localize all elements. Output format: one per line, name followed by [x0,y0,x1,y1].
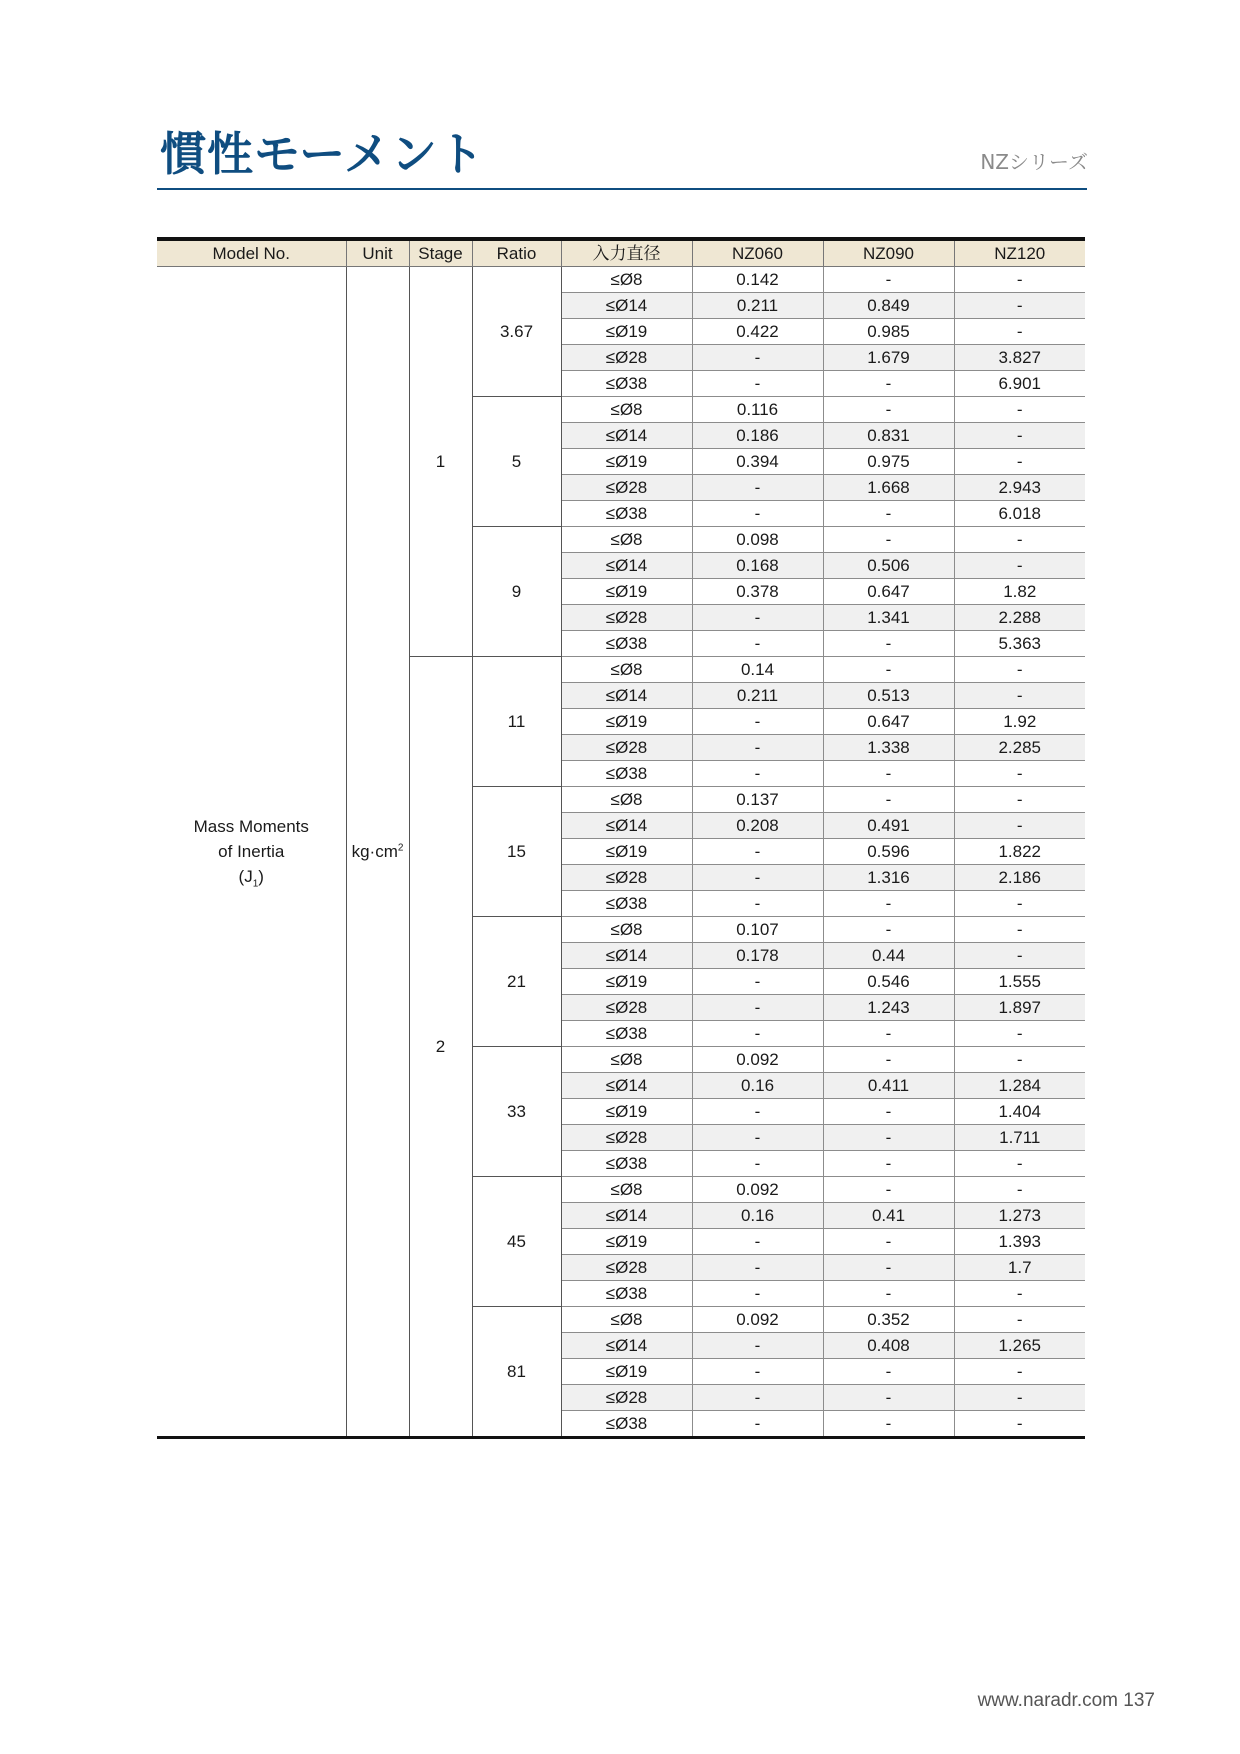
value-cell: - [692,1099,823,1125]
diameter-cell: ≤Ø14 [561,553,692,579]
value-cell: 2.943 [954,475,1085,501]
value-cell: 0.178 [692,943,823,969]
value-cell: 0.378 [692,579,823,605]
diameter-cell: ≤Ø8 [561,527,692,553]
value-cell: 0.849 [823,293,954,319]
page-number: 137 [1123,1690,1155,1711]
value-cell: 1.711 [954,1125,1085,1151]
value-cell: - [692,345,823,371]
value-cell: 1.404 [954,1099,1085,1125]
value-cell: - [954,813,1085,839]
value-cell: - [692,1125,823,1151]
value-cell: - [823,1281,954,1307]
diameter-cell: ≤Ø8 [561,1047,692,1073]
ratio-cell: 3.67 [472,267,561,397]
value-cell: - [823,787,954,813]
column-header: Stage [409,239,472,267]
value-cell: - [823,267,954,293]
diameter-cell: ≤Ø19 [561,709,692,735]
value-cell: 0.107 [692,917,823,943]
value-cell: 1.668 [823,475,954,501]
ratio-cell: 9 [472,527,561,657]
value-cell: - [692,501,823,527]
table-row [157,267,1085,293]
diameter-cell: ≤Ø14 [561,1073,692,1099]
value-cell: - [954,1359,1085,1385]
ratio-cell: 11 [472,657,561,787]
diameter-cell: ≤Ø38 [561,761,692,787]
value-cell: - [954,1177,1085,1203]
value-cell: 1.273 [954,1203,1085,1229]
value-cell: 0.14 [692,657,823,683]
value-cell: 0.408 [823,1333,954,1359]
value-cell: 0.16 [692,1073,823,1099]
value-cell: 0.647 [823,709,954,735]
title-divider [157,188,1087,190]
ratio-cell: 15 [472,787,561,917]
diameter-cell: ≤Ø8 [561,1177,692,1203]
diameter-cell: ≤Ø8 [561,787,692,813]
value-cell: 0.116 [692,397,823,423]
ratio-cell: 5 [472,397,561,527]
value-cell: - [823,891,954,917]
diameter-cell: ≤Ø38 [561,1411,692,1438]
value-cell: 1.341 [823,605,954,631]
diameter-cell: ≤Ø8 [561,267,692,293]
value-cell: - [823,1255,954,1281]
value-cell: - [692,709,823,735]
value-cell: 0.411 [823,1073,954,1099]
value-cell: 0.186 [692,423,823,449]
value-cell: - [954,787,1085,813]
diameter-cell: ≤Ø8 [561,397,692,423]
value-cell: 0.546 [823,969,954,995]
value-cell: - [692,865,823,891]
diameter-cell: ≤Ø19 [561,1099,692,1125]
value-cell: - [823,527,954,553]
value-cell: 0.41 [823,1203,954,1229]
value-cell: - [692,1255,823,1281]
value-cell: - [823,1229,954,1255]
stage-cell: 1 [409,267,472,657]
value-cell: - [823,1047,954,1073]
value-cell: 2.285 [954,735,1085,761]
value-cell: - [954,423,1085,449]
value-cell: - [692,995,823,1021]
diameter-cell: ≤Ø38 [561,501,692,527]
value-cell: 1.897 [954,995,1085,1021]
value-cell: 0.596 [823,839,954,865]
value-cell: - [692,1333,823,1359]
value-cell: - [692,1281,823,1307]
diameter-cell: ≤Ø28 [561,865,692,891]
diameter-cell: ≤Ø38 [561,371,692,397]
column-header: Ratio [472,239,561,267]
value-cell: 0.513 [823,683,954,709]
value-cell: - [954,943,1085,969]
value-cell: 1.284 [954,1073,1085,1099]
value-cell: - [823,397,954,423]
value-cell: 1.316 [823,865,954,891]
diameter-cell: ≤Ø19 [561,839,692,865]
value-cell: - [954,527,1085,553]
value-cell: 2.288 [954,605,1085,631]
value-cell: 0.092 [692,1177,823,1203]
value-cell: - [954,1021,1085,1047]
unit-cell: $kg\cdot cm^2$ [346,267,409,1438]
value-cell: - [692,1359,823,1385]
diameter-cell: ≤Ø28 [561,345,692,371]
value-cell: 3.827 [954,345,1085,371]
value-cell: - [954,1411,1085,1438]
value-cell: - [823,1125,954,1151]
value-cell: - [954,917,1085,943]
value-cell: - [954,891,1085,917]
diameter-cell: ≤Ø28 [561,995,692,1021]
value-cell: 1.92 [954,709,1085,735]
value-cell: - [823,917,954,943]
value-cell: 0.491 [823,813,954,839]
diameter-cell: ≤Ø8 [561,1307,692,1333]
model-label-line2: of Inertia [218,842,285,861]
column-header: 入力直径 [561,239,692,267]
value-cell: - [823,371,954,397]
value-cell: 1.243 [823,995,954,1021]
diameter-cell: ≤Ø38 [561,631,692,657]
stage-cell: 2 [409,657,472,1438]
value-cell: - [954,761,1085,787]
value-cell: - [823,1177,954,1203]
diameter-cell: ≤Ø28 [561,1125,692,1151]
ratio-cell: 81 [472,1307,561,1438]
diameter-cell: ≤Ø28 [561,1385,692,1411]
value-cell: 1.338 [823,735,954,761]
value-cell: - [692,839,823,865]
column-header: Model No. [157,239,346,267]
value-cell: 0.422 [692,319,823,345]
value-cell: - [692,1411,823,1438]
value-cell: - [823,1411,954,1438]
value-cell: 0.092 [692,1047,823,1073]
value-cell: 0.168 [692,553,823,579]
table-header-row [157,239,1085,267]
value-cell: - [823,657,954,683]
column-header: NZ120 [954,239,1085,267]
value-cell: 0.831 [823,423,954,449]
diameter-cell: ≤Ø14 [561,813,692,839]
value-cell: 2.186 [954,865,1085,891]
diameter-cell: ≤Ø28 [561,605,692,631]
value-cell: - [823,501,954,527]
value-cell: - [954,1281,1085,1307]
page-footer [978,1690,1155,1712]
model-label-line1: Mass Moments [193,817,309,836]
value-cell: 0.208 [692,813,823,839]
value-cell: - [954,553,1085,579]
value-cell: 6.901 [954,371,1085,397]
value-cell: - [823,1099,954,1125]
value-cell: 0.098 [692,527,823,553]
value-cell: 0.985 [823,319,954,345]
value-cell: 0.142 [692,267,823,293]
value-cell: 0.16 [692,1203,823,1229]
value-cell: 5.363 [954,631,1085,657]
diameter-cell: ≤Ø14 [561,293,692,319]
diameter-cell: ≤Ø28 [561,1255,692,1281]
diameter-cell: ≤Ø38 [561,1151,692,1177]
value-cell: - [692,761,823,787]
value-cell: - [692,735,823,761]
diameter-cell: ≤Ø19 [561,579,692,605]
column-header: NZ060 [692,239,823,267]
value-cell: - [954,1307,1085,1333]
diameter-cell: ≤Ø28 [561,735,692,761]
value-cell: 0.211 [692,683,823,709]
value-cell: - [692,1229,823,1255]
value-cell: - [692,1021,823,1047]
value-cell: - [954,683,1085,709]
value-cell: 0.211 [692,293,823,319]
diameter-cell: ≤Ø8 [561,657,692,683]
value-cell: - [692,1385,823,1411]
diameter-cell: ≤Ø14 [561,1203,692,1229]
value-cell: - [692,605,823,631]
value-cell: - [954,1047,1085,1073]
value-cell: - [692,475,823,501]
value-cell: 1.393 [954,1229,1085,1255]
diameter-cell: ≤Ø38 [561,1281,692,1307]
value-cell: 0.975 [823,449,954,475]
diameter-cell: ≤Ø28 [561,475,692,501]
diameter-cell: ≤Ø14 [561,943,692,969]
value-cell: - [692,631,823,657]
value-cell: - [823,761,954,787]
value-cell: - [692,969,823,995]
value-cell: - [954,293,1085,319]
footer-url: www.naradr.com [977,1690,1119,1711]
value-cell: 1.555 [954,969,1085,995]
model-symbol: $(J_1)$ [238,867,264,890]
diameter-cell: ≤Ø14 [561,1333,692,1359]
diameter-cell: ≤Ø38 [561,1021,692,1047]
value-cell: 0.506 [823,553,954,579]
value-cell: 0.647 [823,579,954,605]
value-cell: - [954,267,1085,293]
value-cell: 1.82 [954,579,1085,605]
value-cell: 0.352 [823,1307,954,1333]
value-cell: - [823,631,954,657]
value-cell: - [692,891,823,917]
value-cell: 6.018 [954,501,1085,527]
value-cell: 0.44 [823,943,954,969]
diameter-cell: ≤Ø14 [561,423,692,449]
value-cell: 1.822 [954,839,1085,865]
value-cell: - [954,1385,1085,1411]
value-cell: 1.7 [954,1255,1085,1281]
value-cell: - [954,657,1085,683]
ratio-cell: 33 [472,1047,561,1177]
ratio-cell: 21 [472,917,561,1047]
value-cell: - [823,1151,954,1177]
page-title: 慣性モーメント [160,127,485,181]
diameter-cell: ≤Ø14 [561,683,692,709]
diameter-cell: ≤Ø8 [561,917,692,943]
value-cell: 1.679 [823,345,954,371]
value-cell: 1.265 [954,1333,1085,1359]
inertia-table [157,237,1085,1439]
value-cell: - [692,371,823,397]
diameter-cell: ≤Ø19 [561,449,692,475]
value-cell: - [823,1359,954,1385]
value-cell: - [954,319,1085,345]
value-cell: - [823,1021,954,1047]
value-cell: 0.137 [692,787,823,813]
column-header: NZ090 [823,239,954,267]
diameter-cell: ≤Ø19 [561,1359,692,1385]
value-cell: - [823,1385,954,1411]
value-cell: - [954,449,1085,475]
column-header: Unit [346,239,409,267]
value-cell: - [954,397,1085,423]
diameter-cell: ≤Ø19 [561,1229,692,1255]
value-cell: 0.394 [692,449,823,475]
ratio-cell: 45 [472,1177,561,1307]
series-label: NZシリーズ [980,150,1088,174]
model-cell [157,267,346,1438]
diameter-cell: ≤Ø19 [561,969,692,995]
value-cell: - [692,1151,823,1177]
value-cell: - [954,1151,1085,1177]
value-cell: 0.092 [692,1307,823,1333]
diameter-cell: ≤Ø38 [561,891,692,917]
diameter-cell: ≤Ø19 [561,319,692,345]
